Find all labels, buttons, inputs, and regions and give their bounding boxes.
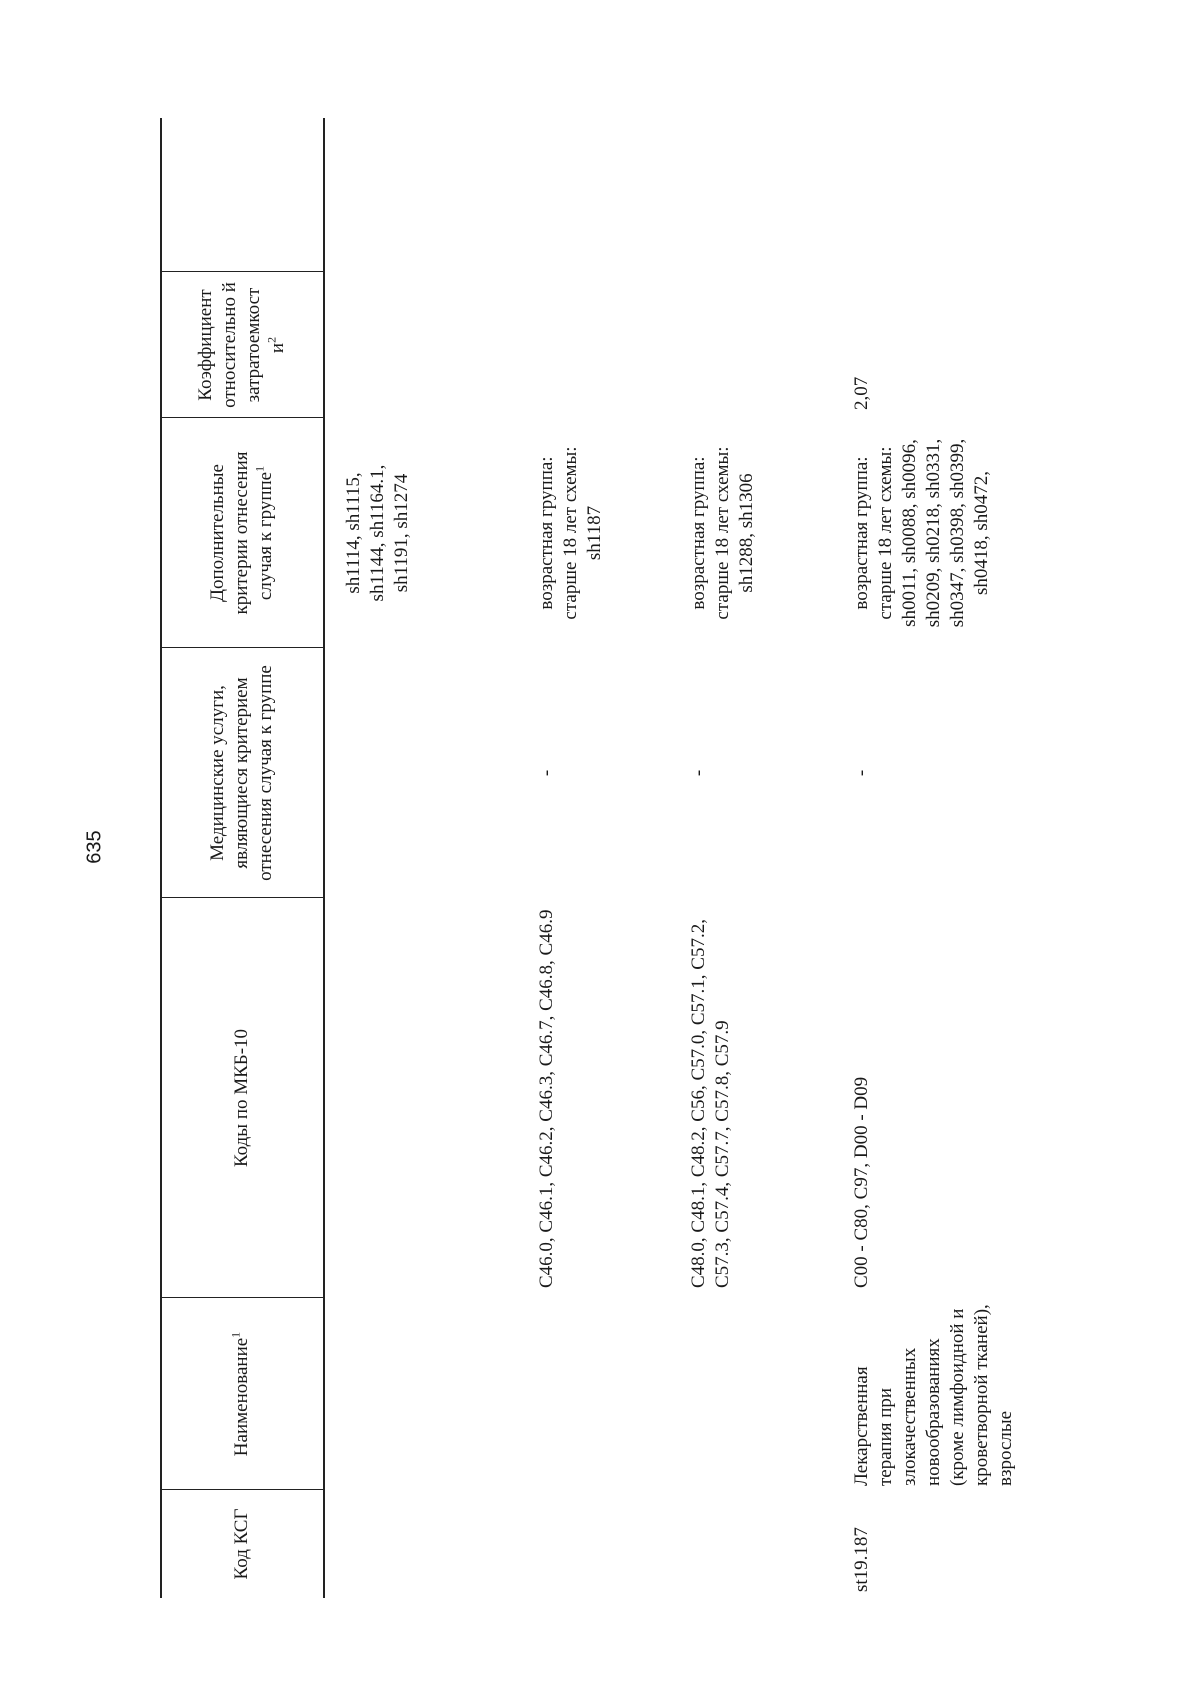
cell-icd: C00 - C80, C97, D00 - D09 [851, 1076, 872, 1288]
header-name: Наименование$^1$ [228, 1331, 252, 1457]
cell-name: Лекарственная терапия при злокачественных новообразованиях (кроме лимфоидной и кроветворной тканей), взрослые [851, 1304, 1016, 1486]
cell-code: st19.187 [851, 1527, 872, 1592]
header-icd: Коды по МКБ-10 [230, 1028, 252, 1168]
header-criteria: Дополнительные критерии отнесения случая к группе$^1$ [206, 451, 276, 615]
cell-icd: C48.0, C48.1, C48.2, C56, C57.0, C57.1, C57.2, C57.3, C57.4, C57.7, C57.8, C57.9 [688, 919, 733, 1288]
kcg-table [160, 118, 1160, 1598]
header-coef: Коэффициент относительно й затратоемкост $и^2$ [194, 282, 288, 408]
cell-services: - [688, 769, 709, 777]
cell-services: - [536, 769, 557, 777]
cell-services: - [851, 769, 872, 777]
header-services: Медицинские услуги, являющиеся критерием отнесения случая к группе [206, 665, 276, 881]
cell-icd: C46.0, C46.1, C46.2, C46.3, C46.7, C46.8, C46.9 [536, 909, 557, 1288]
cell-coef: 2,07 [851, 376, 872, 410]
cell-criteria: возрастная группа: старше 18 лет схемы: sh1187 [536, 446, 605, 620]
cell-criteria: возрастная группа: старше 18 лет схемы: sh1288, sh1306 [688, 446, 757, 620]
header-bottom-rule [323, 118, 325, 1598]
cell-criteria: возрастная группа: старше 18 лет схемы: sh0011, sh0088, sh0096, sh0209, sh0218, sh0331, sh0347, sh0398, sh0399, sh0418, sh0472, [851, 438, 992, 628]
page-number: 635 [83, 830, 106, 864]
cell-criteria: sh1114, sh1115, sh1144, sh1164.1, sh1191, sh1274 [343, 464, 412, 602]
header-code: Код КСГ [230, 1508, 252, 1580]
